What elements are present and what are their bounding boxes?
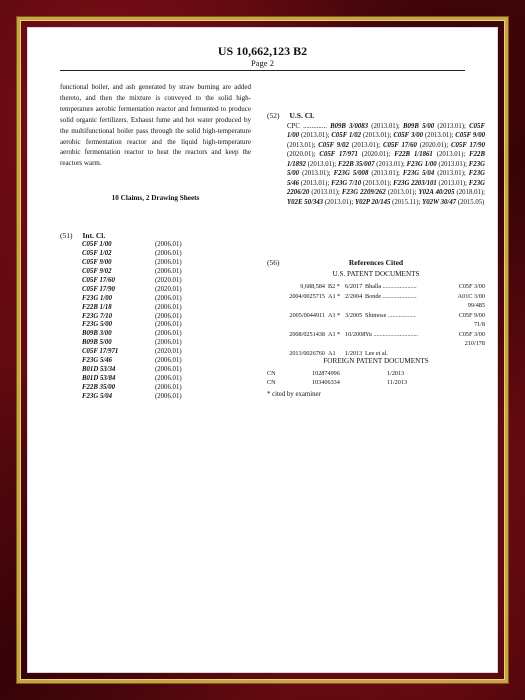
foreign-patent-row (267, 379, 485, 388)
int-cl-label: Int. Cl. (82, 231, 106, 240)
patent-date-cell: 2/2004 (345, 292, 363, 300)
int-cl-code: B01D 53/34 (82, 366, 116, 374)
int-cl-date: (2006.01) (155, 339, 182, 347)
int-cl-date: (2006.01) (155, 267, 182, 275)
patent-number: US 10,662,123 B2 (217, 44, 308, 58)
references-label: References Cited (348, 258, 404, 267)
int-cl-entry (82, 393, 257, 402)
patent-subclass-cell: 210/178 (464, 340, 485, 347)
us-patent-documents-heading: U.S. PATENT DOCUMENTS (332, 270, 420, 278)
foreign-number-cell: 103406334 (312, 378, 340, 386)
int-cl-entry (82, 268, 257, 277)
int-cl-code: C05F 9/00 (82, 258, 112, 266)
int-cl-entry (82, 357, 257, 366)
int-cl-code: F23G 5/46 (82, 357, 113, 365)
int-cl-code: B09B 3/00 (82, 330, 112, 338)
foreign-country-cell: CN (267, 378, 276, 386)
int-cl-date: (2020.01) (155, 348, 182, 356)
patent-number-cell: 2008/0251438 (289, 330, 325, 338)
us-patent-row (267, 282, 485, 292)
int-cl-code: B09B 5/00 (82, 339, 112, 347)
patent-number-cell: 2005/0044911 (289, 311, 325, 319)
references-heading (267, 258, 485, 267)
int-cl-code: C05F 17/90 (82, 285, 115, 293)
int-cl-entry (82, 375, 257, 384)
patent-class-cell: A01C 3/00 (457, 292, 485, 300)
int-cl-date: (2006.01) (155, 375, 182, 383)
int-cl-list (82, 241, 257, 402)
int-cl-date: (2006.01) (155, 303, 182, 311)
references-number: (56) (267, 258, 280, 267)
patent-kind-cell: B2 * (328, 283, 340, 290)
patent-number-cell: 9,688,584 (300, 283, 325, 290)
int-cl-entry (82, 259, 257, 268)
int-cl-code: F23G 1/00 (82, 294, 113, 302)
int-cl-entry (82, 366, 257, 375)
patent-inventor-cell: Bhalla ...................... (365, 283, 417, 290)
int-cl-entry (82, 348, 257, 357)
us-patent-row (267, 330, 485, 349)
int-cl-code: C05F 9/02 (82, 267, 112, 275)
patent-kind-cell: A1 (328, 349, 336, 357)
int-cl-heading (60, 231, 105, 240)
us-cl-number: (52) (267, 111, 280, 120)
int-cl-entry (82, 250, 257, 259)
int-cl-code: F22B 1/18 (82, 303, 112, 311)
patent-kind-cell: A1 * (328, 292, 341, 300)
cited-by-examiner-note: * cited by examiner (267, 391, 321, 398)
patent-page (27, 27, 498, 673)
int-cl-date: (2006.01) (155, 249, 182, 257)
us-cl-label: U.S. Cl. (289, 111, 315, 120)
int-cl-date: (2006.01) (155, 392, 182, 400)
int-cl-date: (2006.01) (155, 366, 182, 374)
int-cl-date: (2020.01) (155, 276, 182, 284)
cpc-classifications: CPC .............. B09B 3/0083 (2013.01); B09B 5/00 (2013.01); C05F 1/00 (2013.01); C05F 1/02 (2013.01); C05F 3/00 (2013.01); C05F 9/00 (2013.01); C05F 9/02 (2013.01); C05F 17/60 (2020.01); C05F 17/90 (2020.01); C05F 17/971 (2020.01); F22B 1/1861 (2013.01); F22B 1/1892 (2013.01); F22B 35/007 (2013.01); F23G 1/00 (2013.01); F23G 5/00 (2013.01); F23G 5/008 (2013.01); F23G 5/04 (2013.01); F23G 5/46 (2013.01); F23G 7/10 (2013.01); F23G 2203/101 (2013.01); F23G 2206/20 (2013.01); F23G 2209/262 (2013.01); Y02A 40/205 (2018.01); Y02E 50/343 (2013.01); Y02P 20/145 (2015.11); Y02W 30/47 (2015.05) (287, 123, 486, 206)
us-cl-heading (267, 111, 314, 120)
patent-kind-cell: A1 * (328, 311, 341, 319)
int-cl-date: (2006.01) (155, 321, 182, 329)
int-cl-date: (2006.01) (155, 294, 182, 302)
int-cl-date: (2006.01) (155, 357, 182, 365)
patent-subclass-cell: 99/485 (467, 302, 485, 309)
int-cl-entry (82, 384, 257, 393)
int-cl-entry (82, 321, 257, 330)
int-cl-entry (82, 286, 257, 295)
patent-subclass-cell: 71/8 (473, 321, 485, 328)
int-cl-date: (2006.01) (155, 312, 182, 320)
patent-kind-cell: A1 * (328, 330, 341, 338)
us-patent-documents-table (267, 282, 485, 358)
int-cl-code: C05F 1/02 (82, 249, 112, 257)
patent-date-cell: 6/2017 (345, 283, 363, 290)
claims-summary: 10 Claims, 2 Drawing Sheets (111, 194, 200, 202)
int-cl-code: F23G 5/04 (82, 392, 113, 400)
int-cl-code: B01D 53/84 (82, 375, 116, 383)
int-cl-code: F22B 35/00 (82, 384, 116, 391)
int-cl-entry (82, 241, 257, 250)
int-cl-entry (82, 304, 257, 313)
patent-class-cell: C05F 3/00 (458, 330, 485, 338)
foreign-date-cell: 11/2013 (387, 378, 408, 386)
int-cl-entry (82, 277, 257, 286)
abstract-continued: functional boiler, and ash generated by straw burning are added thereto, and then the mixture is conveyed to the solid high-temperature aerobic fermentation reactor and fermented to produce solid organic fertilizers. Exhaust fume and hot water produced by the multifunctional boiler pass through the solid high-temperature aerobic fermentation reactor and the liquid high-temperature aerobic fermentation reactor to heat the reactors and keep the reactors warm. (60, 83, 251, 168)
foreign-patent-row (267, 370, 485, 379)
patent-number-cell: 2004/0025715 (289, 292, 325, 300)
int-cl-date: (2006.01) (155, 330, 182, 338)
int-cl-date: (2006.01) (155, 241, 182, 248)
int-cl-code: F23G 5/00 (82, 321, 113, 329)
int-cl-code: C05F 1/00 (82, 241, 112, 248)
int-cl-date: (2006.01) (155, 258, 182, 266)
int-cl-entry (82, 295, 257, 304)
patent-class-cell: C05F 9/00 (458, 311, 485, 319)
foreign-patent-documents-table (267, 370, 485, 387)
foreign-number-cell: 102874996 (312, 370, 340, 377)
patent-inventor-cell: Bonde ...................... (365, 292, 417, 300)
us-patent-row (267, 311, 485, 330)
int-cl-number: (51) (60, 231, 73, 240)
patent-class-cell: C05F 3/00 (458, 283, 485, 290)
int-cl-code: C05F 17/971 (82, 348, 119, 356)
page-number: Page 2 (251, 58, 274, 68)
header-rule (60, 70, 465, 71)
int-cl-code: F23G 7/10 (82, 312, 113, 320)
int-cl-date: (2020.01) (155, 285, 182, 293)
us-patent-row (267, 292, 485, 311)
int-cl-code: C05F 17/60 (82, 276, 115, 284)
patent-inventor-cell: Lee et al. (365, 349, 388, 357)
patent-date-cell: 10/2008 (345, 330, 366, 338)
int-cl-entry (82, 330, 257, 339)
foreign-date-cell: 1/2013 (387, 370, 405, 377)
patent-date-cell: 1/2013 (345, 349, 363, 357)
foreign-country-cell: CN (267, 370, 276, 377)
foreign-patent-documents-heading: FOREIGN PATENT DOCUMENTS (323, 357, 429, 365)
int-cl-entry (82, 339, 257, 348)
int-cl-entry (82, 313, 257, 322)
patent-number-cell: 2013/0026760 (289, 349, 325, 357)
patent-date-cell: 3/2005 (345, 311, 363, 319)
int-cl-date: (2006.01) (155, 384, 182, 391)
patent-inventor-cell: Yu ............................. (365, 330, 419, 338)
patent-inventor-cell: Shimose .................. (365, 311, 416, 319)
